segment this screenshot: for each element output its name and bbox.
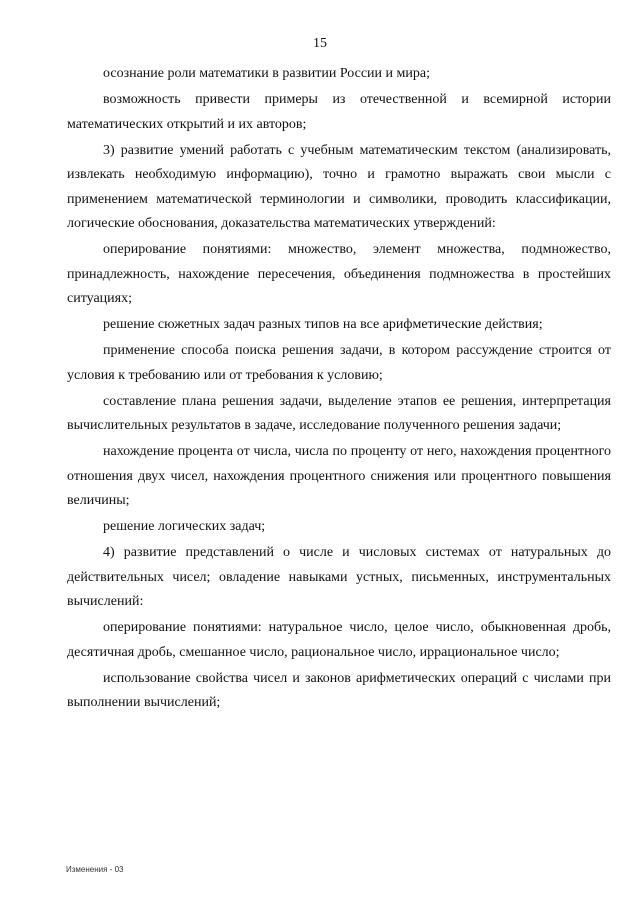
paragraph: решение сюжетных задач разных типов на все арифметические действия; [103,317,543,332]
paragraph: оперирование понятиями: натуральное число, целое число, обыкновенная дробь, десятичная дробь, смешанное число, рациональное число, иррациональное число; [67,620,611,660]
paragraph: 4) развитие представлений о числе и числовых системах от натуральных до действительных чисел; овладение навыками устных, письменных, инструментальных вычислений: [67,545,611,609]
paragraph: нахождение процента от числа, числа по проценту от него, нахождения процентного отношения двух чисел, нахождения процентного снижения или процентного повышения величины; [67,444,611,508]
paragraph: применение способа поиска решения задачи, в котором рассуждение строится от условия к требованию или от требования к условию; [67,343,611,383]
paragraph: решение логических задач; [103,519,266,534]
paragraph: возможность привести примеры из отечественной и всемирной истории математических открытий и их авторов; [67,92,611,132]
page-body [67,62,611,717]
paragraph: 3) развитие умений работать с учебным математическим текстом (анализировать, извлекать необходимую информацию), точно и грамотно выражать свои мысли с применением математической терминологии и символики, проводить классификации, логические обоснования, доказательства математических утверждений: [67,142,611,231]
page-number: 15 [313,36,327,51]
paragraph: использование свойства чисел и законов арифметических операций с числами при выполнении вычислений; [67,670,611,710]
paragraph: оперирование понятиями: множество, элемент множества, подмножество, принадлежность, нахождение пересечения, объединения подмножества в простейших ситуациях; [67,242,611,306]
paragraph: осознание роли математики в развитии России и мира; [103,66,430,81]
paragraph: составление плана решения задачи, выделение этапов ее решения, интерпретация вычислительных результатов в задаче, исследование полученного решения задачи; [67,393,611,433]
page-footer: Изменения - 03 [66,865,124,874]
